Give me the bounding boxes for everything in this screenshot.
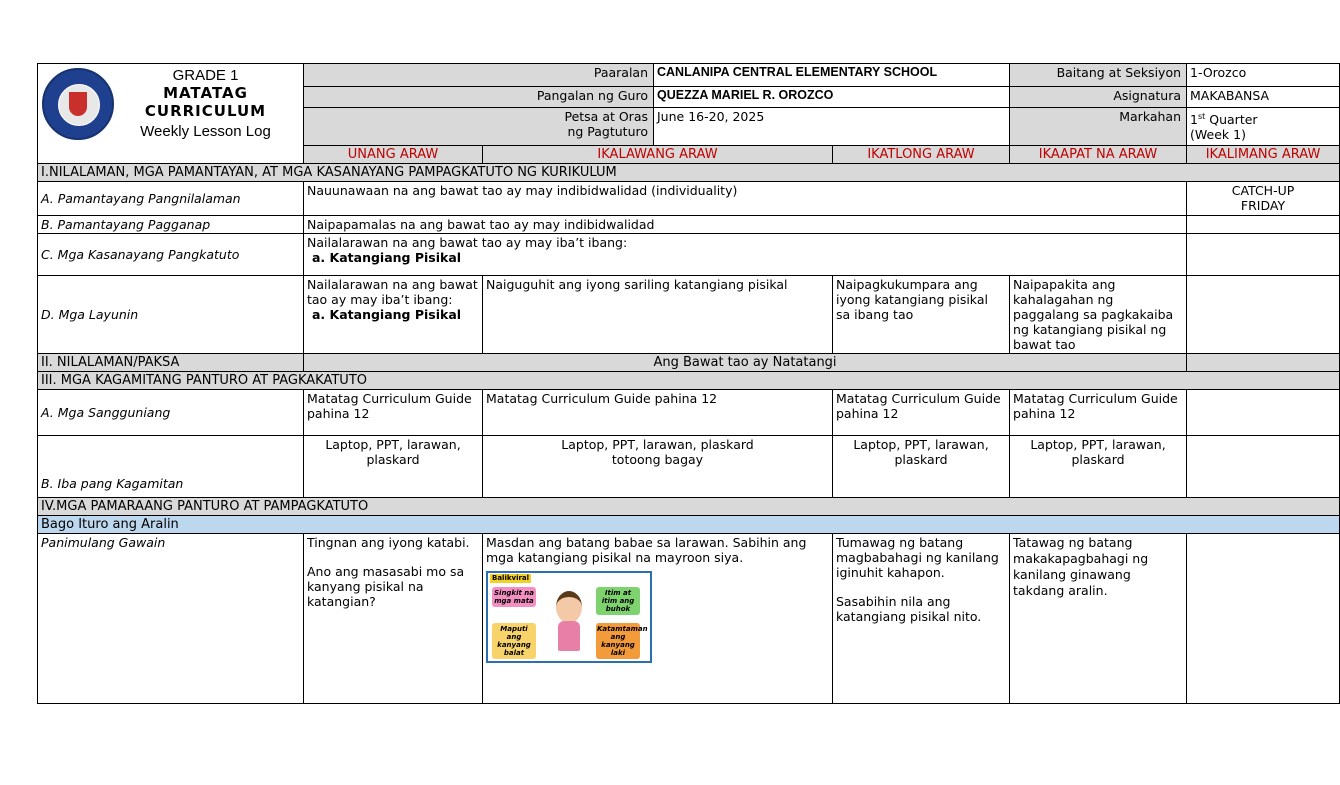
catch-up-friday: CATCH-UP FRIDAY — [1187, 182, 1340, 216]
asignatura-value: MAKABANSA — [1187, 87, 1340, 108]
lesson-log-table — [37, 63, 1340, 704]
row-pan-day2: Masdan ang batang babae sa larawan. Sabihin ang mga katangiang pisikal na mayroon siya. Balikviral Singkit na mga mata Itim at itim ang buhok Maputi ang kanyang balat Katamtaman ang kanyang laki — [483, 534, 833, 704]
picture-card-2: Itim at itim ang buhok — [596, 587, 640, 615]
picture-card-1: Singkit na mga mata — [492, 587, 536, 607]
petsa-label: Petsa at Oras ng Pagtuturo — [304, 108, 654, 146]
picture-card-3: Maputi ang kanyang balat — [492, 623, 536, 659]
row-iba-day1: Laptop, PPT, larawan, plaskard — [304, 436, 483, 498]
curriculum-label: CURRICULUM — [144, 102, 267, 120]
girl-head-icon — [556, 591, 582, 623]
row-sang-day2: Matatag Curriculum Guide pahina 12 — [483, 390, 833, 436]
day-2-header: IKALAWANG ARAW — [483, 146, 833, 164]
row-sang-day1: Matatag Curriculum Guide pahina 12 — [304, 390, 483, 436]
row-sang-day3: Matatag Curriculum Guide pahina 12 — [833, 390, 1010, 436]
row-b-text: Naipapamalas na ang bawat tao ay may indibidwalidad — [304, 216, 1187, 234]
section-2-text: Ang Bawat tao ay Natatangi — [304, 354, 1187, 372]
baitang-value: 1-Orozco — [1187, 64, 1340, 87]
asignatura-label: Asignatura — [1010, 87, 1187, 108]
row-pan-day1: Tingnan ang iyong katabi. Ano ang masasabi mo sa kanyang pisikal na katangian? — [304, 534, 483, 704]
row-pan-day3: Tumawag ng batang magbabahagi ng kanilang iginuhit kahapon. Sasabihin nila ang katangiang pisikal nito. — [833, 534, 1010, 704]
girl-picture — [486, 571, 652, 663]
picture-card-4: Katamtaman ang kanyang laki — [597, 625, 648, 657]
row-iba-day2: Laptop, PPT, larawan, plaskard totoong bagay — [483, 436, 833, 498]
grade-label: GRADE 1 — [172, 67, 239, 84]
section-4-heading: IV.MGA PAMARAANG PANTURO AT PAMPAGKATUTO — [38, 498, 1340, 516]
row-a-label: A. Pamantayang Pangnilalaman — [38, 182, 304, 216]
guro-label: Pangalan ng Guro — [304, 87, 654, 108]
day-1-header: UNANG ARAW — [304, 146, 483, 164]
row-d-day3: Naipagkukumpara ang iyong katangiang pisikal sa ibang tao — [833, 276, 1010, 354]
row-d-day2: Naiguguhit ang iyong sariling katangiang pisikal — [483, 276, 833, 354]
baitang-label: Baitang at Seksiyon — [1010, 64, 1187, 87]
row-d-day4: Naipapakita ang kahalagahan ng paggalang sa pagkakaiba ng katangiang pisikal ng bawat tao — [1010, 276, 1187, 354]
weekly-lesson-log-label: Weekly Lesson Log — [140, 123, 271, 140]
row-pan-label: Panimulang Gawain — [38, 534, 304, 704]
row-iba-day3: Laptop, PPT, larawan, plaskard — [833, 436, 1010, 498]
row-sang-label: A. Mga Sangguniang — [38, 390, 304, 436]
picture-tag: Balikviral — [492, 574, 530, 582]
row-pan-day4: Tatawag ng batang makakapagbahagi ng kanilang ginawang takdang aralin. — [1010, 534, 1187, 704]
section-2-heading: II. NILALAMAN/PAKSA — [38, 354, 304, 372]
bago-ituro-heading: Bago Ituro ang Aralin — [38, 516, 1340, 534]
day-5-header: IKALIMANG ARAW — [1187, 146, 1340, 164]
row-d-label: D. Mga Layunin — [38, 276, 304, 354]
paaralan-value: CANLANIPA CENTRAL ELEMENTARY SCHOOL — [654, 64, 1010, 87]
day-4-header: IKAAPAT NA ARAW — [1010, 146, 1187, 164]
section-1-heading: I.NILALAMAN, MGA PAMANTAYAN, AT MGA KASANAYANG PAMPAGKATUTO NG KURIKULUM — [38, 164, 1340, 182]
matatag-label: MATATAG — [163, 84, 248, 102]
guro-value: QUEZZA MARIEL R. OROZCO — [654, 87, 1010, 108]
girl-body-icon — [558, 621, 580, 651]
markahan-value: 1st Quarter (Week 1) — [1187, 108, 1340, 146]
row-iba-label: B. Iba pang Kagamitan — [38, 436, 304, 498]
section-3-heading: III. MGA KAGAMITANG PANTURO AT PAGKAKATUTO — [38, 372, 1340, 390]
row-sang-day4: Matatag Curriculum Guide pahina 12 — [1010, 390, 1187, 436]
day-3-header: IKATLONG ARAW — [833, 146, 1010, 164]
markahan-label: Markahan — [1010, 108, 1187, 146]
row-a-text: Nauunawaan na ang bawat tao ay may indibidwalidad (individuality) — [304, 182, 1187, 216]
row-iba-day4: Laptop, PPT, larawan, plaskard — [1010, 436, 1187, 498]
row-c-label: C. Mga Kasanayang Pangkatuto — [38, 234, 304, 276]
row-c-text: Nailalarawan na ang bawat tao ay may iba’t ibang: a. Katangiang Pisikal — [304, 234, 1187, 276]
row-d-day1: Nailalarawan na ang bawat tao ay may iba’t ibang: a. Katangiang Pisikal — [304, 276, 483, 354]
header-title-block — [38, 64, 304, 164]
petsa-value: June 16-20, 2025 — [654, 108, 1010, 146]
paaralan-label: Paaralan — [304, 64, 654, 87]
row-b-label: B. Pamantayang Pagganap — [38, 216, 304, 234]
